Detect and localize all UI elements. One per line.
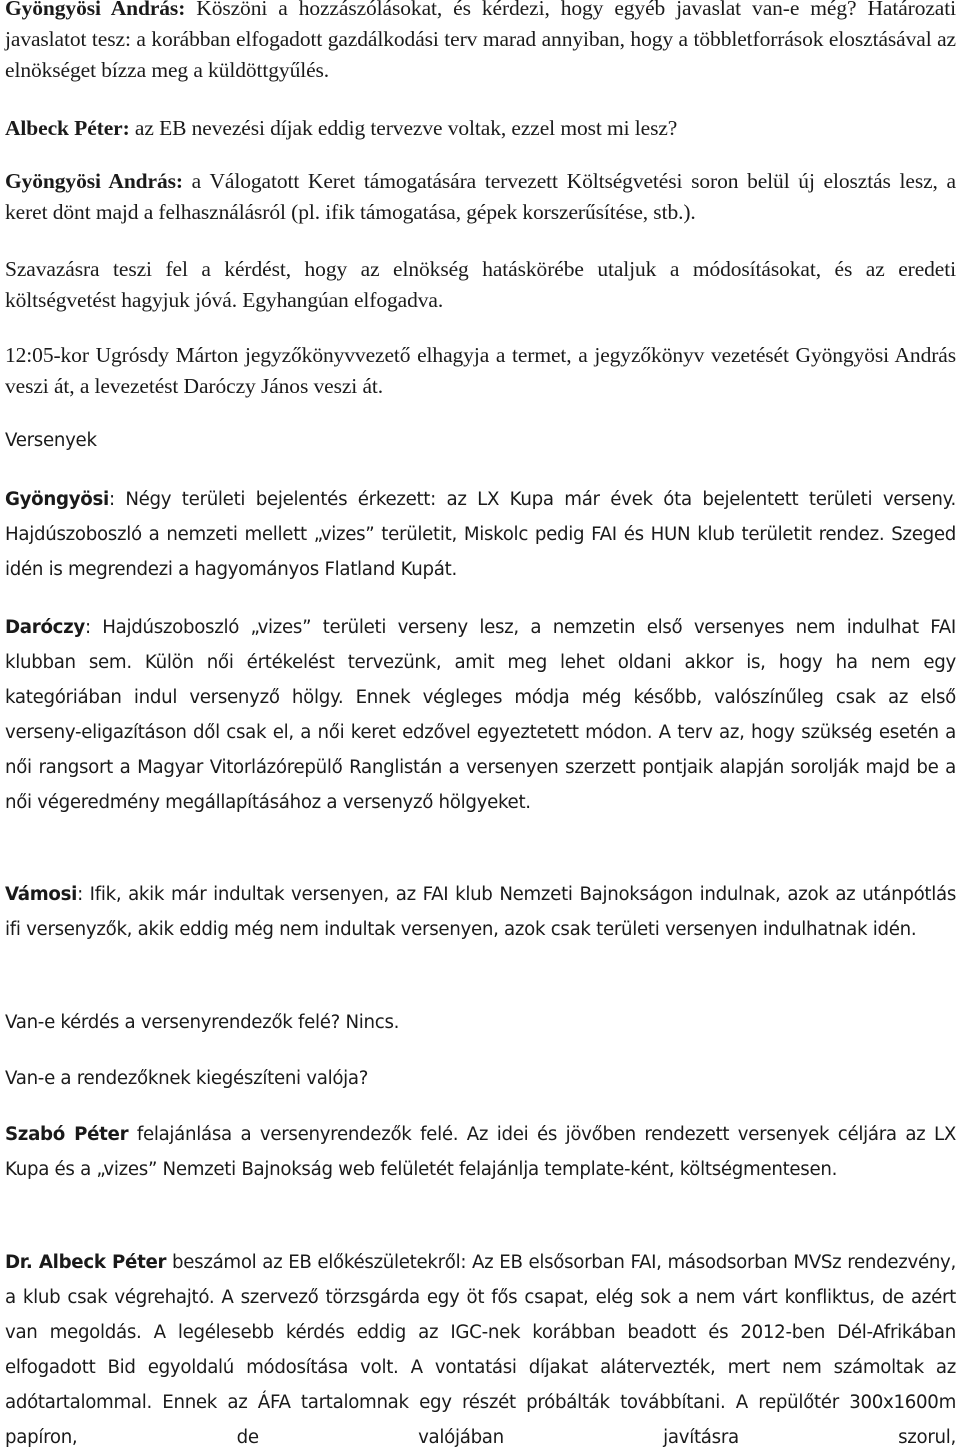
paragraph-eb-preparations <box>5 1245 956 1452</box>
paragraph-text: : Négy területi bejelentés érkezett: az LX Kupa már évek óta bejelentett területi verseny. Hajdúszoboszló a nemzeti mellett „vizes” területit, Miskolc pedig FAI és HUN klub területit rendez. Szeged idén is megrendezi a hagyományos Flatland Kupát. <box>5 489 956 580</box>
paragraph-questions-to-organizers <box>5 1005 956 1040</box>
paragraph-minutes-handover <box>5 340 956 402</box>
paragraph-text: Szavazásra teszi fel a kérdést, hogy az elnökség hatáskörébe utaljuk a módosításokat, és az eredeti költségvetést hagyjuk jóvá. Egyhangúan elfogadva. <box>5 257 956 312</box>
speaker-name: Daróczy <box>5 617 85 638</box>
paragraph-text: : Hajdúszoboszló „vizes” területi verseny lesz, a nemzetin első versenyes nem indulhat FAI klubban sem. Külön női értékelést tervezünk, amit meg lehet oldani akkor is, hogy ha nem egy kategóriában indul versenyző hölgy. Ennek végleges módja még később, valószínűleg csak az első verseny-eligazításon dől csak el, a női keret edzővel egyeztetett módon. A terv az, hogy szükség esetén a női rangsort a Magyar Vitorlázórepülő Ranglistán a versenyen szerzett pontjaik alapján sorolják majd be a női végeredmény megállapításához a versenyző hölgyeket. <box>5 617 956 813</box>
paragraph-text: felajánlása a versenyrendezők felé. Az idei és jövőben rendezett versenyek céljára az LX Kupa és a „vizes” Nemzeti Bajnokság web felületét felajánlja template-ként, költségmentesen. <box>5 1124 956 1180</box>
paragraph-text: az EB nevezési díjak eddig tervezve voltak, ezzel most mi lesz? <box>129 116 678 140</box>
paragraph-text: Van-e a rendezőknek kiegészíteni valója? <box>5 1068 369 1089</box>
paragraph-eb-fees-question <box>5 113 956 144</box>
paragraph-organizers-additions <box>5 1061 956 1096</box>
speaker-name: Vámosi <box>5 884 78 905</box>
speaker-name: Gyöngyösi András: <box>5 0 186 20</box>
speaker-name: Gyöngyösi <box>5 489 109 510</box>
paragraph-vote <box>5 254 956 316</box>
paragraph-resolution-proposal <box>5 0 956 86</box>
speaker-name: Albeck Péter: <box>5 116 130 140</box>
section-heading-versenyek: Versenyek <box>5 430 97 451</box>
paragraph-web-template-offer <box>5 1117 956 1187</box>
paragraph-text: beszámol az EB előkészületekről: Az EB elsősorban FAI, másodsorban MVSz rendezvény, a klub csak végrehajtó. A szervező törzsgárda egy öt fős csapat, elég sok a nem várt konfliktus, de azért van megoldás. A legélesebb kérdés eddig az IGC-nek korábban beadott és 2012-ben Dél-Afrikában elfogadott Bid egyoldalú módosítása volt. A vontatási díjakat alátervezték, mert nem számoltak az adótartalommal. Ennek az ÁFA tartalomnak egy részét próbálták továbbítani. A repülőtér 300x1600m papíron, de valójában javításra szorul, <box>5 1252 957 1448</box>
paragraph-text: : Ifik, akik már indultak versenyen, az FAI klub Nemzeti Bajnokságon indulnak, azok az utánpótlás ifi versenyzők, akik eddig még nem indultak versenyen, azok csak területi versenyen indulhatnak idén. <box>5 884 956 940</box>
paragraph-women-ranking <box>5 610 956 820</box>
paragraph-text: a Válogatott Keret támogatására tervezett Költségvetési soron belül új elosztás lesz, a keret dönt majd a felhasználásról (pl. ifik támogatása, gépek korszerűsítése, stb.). <box>5 169 956 224</box>
paragraph-team-budget-answer <box>5 166 956 228</box>
speaker-name: Szabó Péter <box>5 1124 129 1145</box>
paragraph-text: 12:05-kor Ugrósdy Márton jegyzőkönyvvezető elhagyja a termet, a jegyzőkönyv vezetését Gyöngyösi András veszi át, a levezetést Daróczy János veszi át. <box>5 343 956 398</box>
paragraph-junior-pilots <box>5 877 956 947</box>
speaker-name: Dr. Albeck Péter <box>5 1252 167 1273</box>
paragraph-regional-competitions <box>5 482 956 587</box>
paragraph-text: Köszöni a hozzászólásokat, és kérdezi, hogy egyéb javaslat van-e még? Határozati javaslatot tesz: a korábban elfogadott gazdálkodási terv marad annyiban, hogy a többletforrások elosztásával az elnökséget bízza meg a küldöttgyűlés. <box>5 0 956 82</box>
speaker-name: Gyöngyösi András: <box>5 169 183 193</box>
paragraph-text: Van-e kérdés a versenyrendezők felé? Nincs. <box>5 1012 400 1033</box>
